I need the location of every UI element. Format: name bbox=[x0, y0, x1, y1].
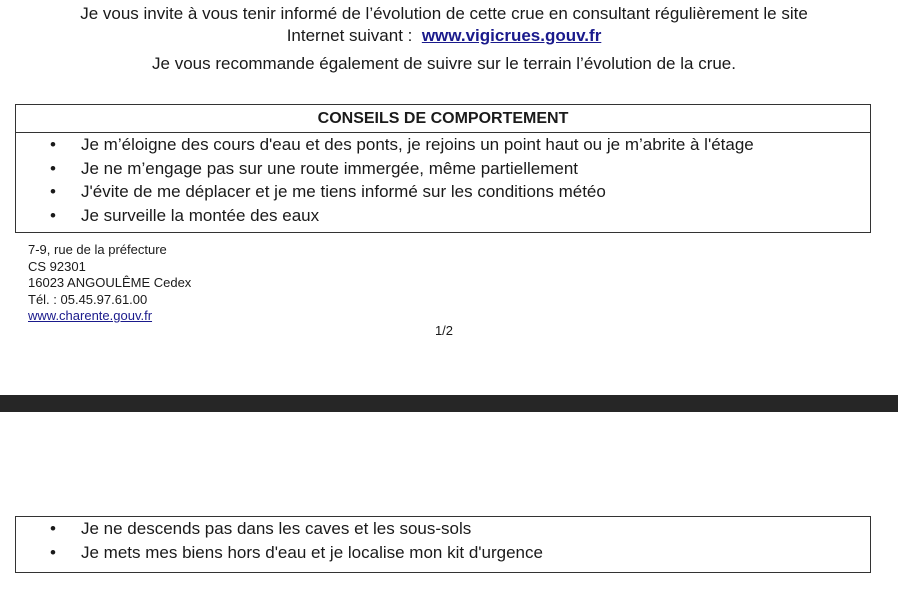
bullet-icon: • bbox=[50, 135, 56, 154]
advice-item-text: J'évite de me déplacer et je me tiens informé sur les conditions météo bbox=[81, 182, 606, 201]
advice-item-text: Je m’éloigne des cours d'eau et des ponts, je rejoins un point haut ou je m’abrite à l'étage bbox=[81, 135, 754, 154]
advice-item bbox=[16, 517, 870, 541]
advice-box-title: CONSEILS DE COMPORTEMENT bbox=[16, 105, 870, 133]
advice-item bbox=[16, 157, 870, 181]
intro-line-2 bbox=[0, 25, 888, 47]
address-street: 7-9, rue de la préfecture bbox=[28, 242, 167, 257]
advice-item bbox=[16, 180, 870, 204]
advice-item-text: Je mets mes biens hors d'eau et je localise mon kit d'urgence bbox=[81, 542, 543, 562]
address-cs: CS 92301 bbox=[28, 258, 86, 274]
prefecture-address bbox=[28, 242, 191, 325]
advice-list bbox=[16, 133, 870, 227]
advice-box bbox=[15, 104, 871, 233]
advice-box-continued bbox=[15, 516, 871, 573]
intro-line-1: Je vous invite à vous tenir informé de l’évolution de cette crue en consultant régulièrement le site bbox=[80, 4, 808, 23]
bullet-icon: • bbox=[50, 158, 56, 178]
advice-item bbox=[16, 204, 870, 228]
advice-item bbox=[16, 541, 870, 565]
bullet-icon: • bbox=[50, 182, 56, 201]
page-number: 1/2 bbox=[434, 323, 454, 338]
advice-item-text: Je ne m’engage pas sur une route immergée, même partiellement bbox=[81, 158, 579, 178]
intro-paragraph bbox=[0, 3, 888, 47]
page-break-divider bbox=[0, 395, 898, 412]
bullet-icon: • bbox=[50, 542, 56, 562]
bullet-icon: • bbox=[50, 205, 56, 225]
prefecture-website-link[interactable]: www.charente.gouv.fr bbox=[28, 308, 153, 323]
address-phone: Tél. : 05.45.97.61.00 bbox=[28, 291, 148, 307]
bullet-icon: • bbox=[50, 519, 56, 538]
advice-item-text: Je ne descends pas dans les caves et les sous-sols bbox=[81, 519, 472, 538]
address-city: 16023 ANGOULÊME Cedex bbox=[28, 275, 192, 290]
advice-item-text: Je surveille la montée des eaux bbox=[81, 205, 320, 225]
advice-list-continued bbox=[16, 517, 870, 564]
recommendation-text: Je vous recommande également de suivre sur le terrain l’évolution de la crue. bbox=[152, 54, 736, 73]
advice-item bbox=[16, 133, 870, 157]
vigicrues-link[interactable]: www.vigicrues.gouv.fr bbox=[421, 26, 602, 45]
intro-line-2-prefix: Internet suivant : bbox=[286, 26, 413, 45]
